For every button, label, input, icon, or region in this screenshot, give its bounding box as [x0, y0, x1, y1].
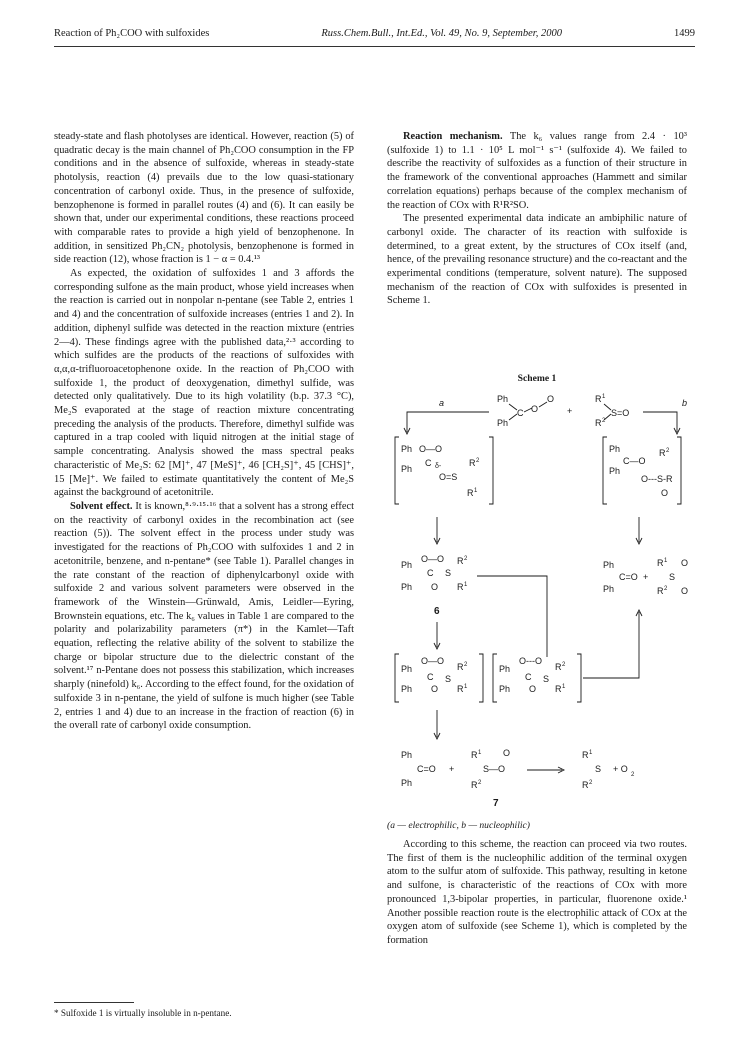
svg-text:δ-: δ- — [435, 463, 442, 470]
svg-text:R: R — [657, 586, 664, 596]
svg-text:2: 2 — [464, 556, 468, 562]
right-column — [387, 130, 687, 308]
svg-text:R: R — [469, 458, 476, 468]
svg-text:O—O: O—O — [421, 554, 445, 564]
svg-text:Ph: Ph — [401, 582, 413, 592]
svg-text:R: R — [582, 750, 589, 760]
footnote: * Sulfoxide 1 is virtually insoluble in n-pentane. — [54, 1008, 232, 1018]
svg-text:1: 1 — [478, 750, 482, 756]
svg-text:O: O — [681, 558, 689, 568]
svg-text:R: R — [659, 448, 666, 458]
svg-text:O: O — [681, 586, 689, 596]
svg-text:1: 1 — [562, 684, 566, 690]
section-heading: Solvent effect. — [70, 500, 133, 512]
svg-text:O: O — [661, 488, 669, 498]
svg-text:R: R — [471, 750, 478, 760]
scheme-title: Scheme 1 — [517, 373, 557, 384]
svg-text:C=O: C=O — [417, 764, 436, 774]
svg-text:C: C — [427, 672, 434, 682]
svg-text:S—O: S—O — [483, 764, 506, 774]
header-rule — [54, 46, 695, 47]
svg-text:C: C — [427, 568, 434, 578]
svg-text:1: 1 — [664, 558, 668, 564]
svg-text:S: S — [445, 568, 452, 578]
svg-text:+: + — [643, 572, 649, 582]
paragraph: According to this scheme, the reaction can proceed via two routes. The first of them is the nucleophilic addition of the terminal oxygen atom to the sulfur atom of sulfoxide. This pathway, resulting in ketone and sulfone, is characteristic of the reactions of COx with more pronounced 1,3-bipolar properties, in particular, fluorenone oxide.¹ Another possible reaction route is the electrophilic attack of COx at the oxygen atom of sulfoxide (see Scheme 1), which is completed by the formation — [387, 839, 687, 946]
svg-text:2: 2 — [476, 458, 480, 464]
svg-text:R: R — [595, 394, 602, 404]
svg-text:S: S — [445, 674, 452, 684]
svg-text:2: 2 — [464, 662, 468, 668]
paragraph: The presented experimental data indicate an ambiphilic nature of carbonyl oxide. The character of its reaction with sulfoxide is determined, to a great extent, by the structures of COx itself (and, hence, of the prevailing resonance structure) and the co-reactant and the experimental conditions (temperature, solvent nature). The supposed mechanism of the reaction of COx with sulfoxides is presented in Scheme 1. — [387, 213, 687, 307]
svg-text:+: + — [449, 764, 455, 774]
svg-text:1: 1 — [464, 684, 468, 690]
svg-text:Ph: Ph — [609, 466, 621, 476]
svg-text:Ph: Ph — [603, 560, 615, 570]
running-header — [54, 28, 695, 46]
route-a-label: a — [439, 398, 445, 408]
paragraph: Reaction mechanism. The k₆ values range from 2.4 · 10³ (sulfoxide 1) to 1.1 · 10⁵ L mol⁻¹ s⁻¹ (sulfoxide 4). We failed to describe the reactivity of sulfoxides as a function of their structure in the framework of the conventional approaches (Hammett and similar correlation equations) perhaps because of the complex mechanism of the reaction of COx with R¹R²SO. — [387, 131, 687, 211]
svg-text:O=S: O=S — [439, 472, 458, 482]
svg-text:Ph: Ph — [401, 684, 413, 694]
paragraph: steady-state and flash photolyses are identical. However, reaction (5) of quadratic decay is the main channel of Ph₂COO consumption in the FP conditions and in the absence of sulfoxide, whereas in steady-state photolysis, reaction (4) prevails due to the low quasi-stationary concentration of carbonyl oxide. Thus, in the presence of sulfoxide, benzophenone is formed in parallel routes (4) and (6). It can easily be shown that, under our experimental conditions, these reactions proceed with comparable rates to provide a high yield of benzophenone. In addition, in sensitized Ph₂CN₂ photolysis, benzophenone is formed in side reaction (12), whose fraction is 1 − α = 0.4.¹³ — [54, 131, 354, 266]
compound-7-label: 7 — [493, 798, 499, 809]
left-column — [54, 130, 354, 733]
reaction-scheme — [377, 392, 697, 812]
section-heading: Reaction mechanism. — [403, 131, 503, 142]
svg-text:Ph: Ph — [401, 444, 413, 454]
svg-text:S: S — [669, 572, 676, 582]
svg-text:Ph: Ph — [603, 584, 615, 594]
paragraph: As expected, the oxidation of sulfoxides 1 and 3 affords the corresponding sulfone as the main product, whose yield increases when the reaction is carried out in nonpolar n-pentane (see Table 2, entries 1 and 4) and the concentration of sulfoxide increases (entries 1 and 2). In addition, diphenyl sulfide was detected in the reaction mixture (entries 2—4). These findings agree with the published data,²·³ according to which sulfides are the products of the reactions of sulfoxides with α,α,α-trifluoroacetophenone oxide. In the reaction of Ph₂COO with sulfoxide 1, the product of deoxygenation, dimethyl sulfide, was detected only qualitatively. Due to its high volatility (b.p. 37.3 °C), Me₂S evaporated at the stage of reaction mixture concentrating preceding the analysis of the products. Therefore, dimethyl sulfide was captured in a trap cooled with liquid nitrogen at the initial stage of sample concentrating. Analysis showed the mass spectral peaks characteristic of Me₂S: 62 [M]⁺, 47 [MeS]⁺, 46 [CH₂S]⁺, 45 [CHS]⁺, 15 [Me]⁺. We failed to estimate quantitatively the content of Me₂S against the background of acetonitrile. — [54, 268, 354, 499]
footnote-rule — [54, 1002, 134, 1003]
svg-text:1: 1 — [602, 394, 606, 400]
svg-text:O—O: O—O — [421, 656, 445, 666]
svg-text:S=O: S=O — [611, 408, 630, 418]
svg-text:R: R — [471, 780, 478, 790]
svg-text:R: R — [457, 684, 464, 694]
svg-text:1: 1 — [589, 750, 593, 756]
svg-text:2: 2 — [666, 448, 670, 454]
svg-text:R: R — [467, 488, 474, 498]
svg-text:O: O — [431, 582, 439, 592]
svg-text:2: 2 — [589, 780, 593, 786]
svg-text:O: O — [547, 394, 555, 404]
svg-text:2: 2 — [602, 418, 606, 424]
svg-text:R: R — [457, 662, 464, 672]
svg-text:O: O — [531, 404, 539, 414]
scheme-caption: (a — electrophilic, b — nucleophilic) — [387, 820, 530, 831]
svg-text:+: + — [567, 406, 573, 416]
right-column-continued — [387, 838, 687, 948]
svg-text:R: R — [457, 556, 464, 566]
svg-text:+ O: + O — [613, 764, 628, 774]
svg-text:C: C — [525, 672, 532, 682]
svg-text:S: S — [595, 764, 602, 774]
svg-text:R: R — [555, 662, 562, 672]
svg-text:O: O — [503, 748, 511, 758]
compound-6-label: 6 — [434, 606, 440, 617]
svg-text:Ph: Ph — [499, 664, 511, 674]
svg-text:Ph: Ph — [401, 560, 413, 570]
svg-text:2: 2 — [562, 662, 566, 668]
svg-text:Ph: Ph — [609, 444, 621, 454]
svg-text:1: 1 — [474, 488, 478, 494]
header-journal: Russ.Chem.Bull., Int.Ed., Vol. 49, No. 9, September, 2000 — [321, 28, 562, 39]
paragraph: Solvent effect. It is known,⁸·⁹·¹⁵·¹⁶ that a solvent has a strong effect on the reactivity of carbonyl oxides in the recombination act (see reaction (5)). The solvent effect in the process under study was investigated for the reactions of Ph₂COO with sulfoxides 1 and 2 in acetonitrile, benzene, and n-pentane* (see Table 1). Parallel changes in the rate constant of the reaction of diphenylcarbonyl oxide with sulfoxide 2 and various solvent parameters were observed in the framework of the Winstein—Grünwald, Amis, Leidler—Eyring, Brownstein equations, etc. The k₆ values in Table 1 are compared to the polarity and polarizability parameters (π*) in the Kamlet—Taft equation, reflecting the relative ability of the solvent to stabilize the charge or bipolar structure due to the dielectric constant of the solvent.¹⁷ n-Pentane does not possess this stabilization, which increases sharply (ninefold) k₆. According to the effect found, for the oxidation of sulfoxide 3 in n-pentane, the yield of sulfone is much higher (see Table 2, entries 1 and 4) due to an increase in the fraction of reaction (6) in the overall rate of carbonyl oxide consumption. — [54, 500, 354, 732]
svg-text:2: 2 — [631, 772, 635, 778]
svg-text:2: 2 — [664, 586, 668, 592]
svg-text:O: O — [431, 684, 439, 694]
svg-text:Ph: Ph — [401, 464, 413, 474]
svg-text:O: O — [529, 684, 537, 694]
svg-text:R: R — [555, 684, 562, 694]
svg-text:C: C — [425, 458, 432, 468]
svg-text:R: R — [657, 558, 664, 568]
svg-text:O—O: O—O — [419, 444, 443, 454]
svg-text:R: R — [457, 582, 464, 592]
svg-text:Ph: Ph — [401, 664, 413, 674]
svg-text:Ph: Ph — [499, 684, 511, 694]
svg-text:R: R — [582, 780, 589, 790]
svg-text:Ph: Ph — [401, 750, 413, 760]
svg-text:C=O: C=O — [619, 572, 638, 582]
svg-text:Ph: Ph — [497, 418, 509, 428]
svg-text:Ph: Ph — [497, 394, 509, 404]
svg-text:S: S — [543, 674, 550, 684]
route-b-label: b — [682, 398, 688, 408]
svg-text:1: 1 — [464, 582, 468, 588]
svg-text:O---O: O---O — [519, 656, 542, 666]
svg-text:2: 2 — [478, 780, 482, 786]
svg-text:C—O: C—O — [623, 456, 646, 466]
header-title: Reaction of Ph₂COO with sulfoxides — [54, 28, 210, 39]
svg-text:C: C — [517, 408, 524, 418]
page-number: 1499 — [674, 28, 695, 39]
svg-text:Ph: Ph — [401, 778, 413, 788]
svg-text:O---S-R: O---S-R — [641, 474, 673, 484]
svg-text:R: R — [595, 418, 602, 428]
